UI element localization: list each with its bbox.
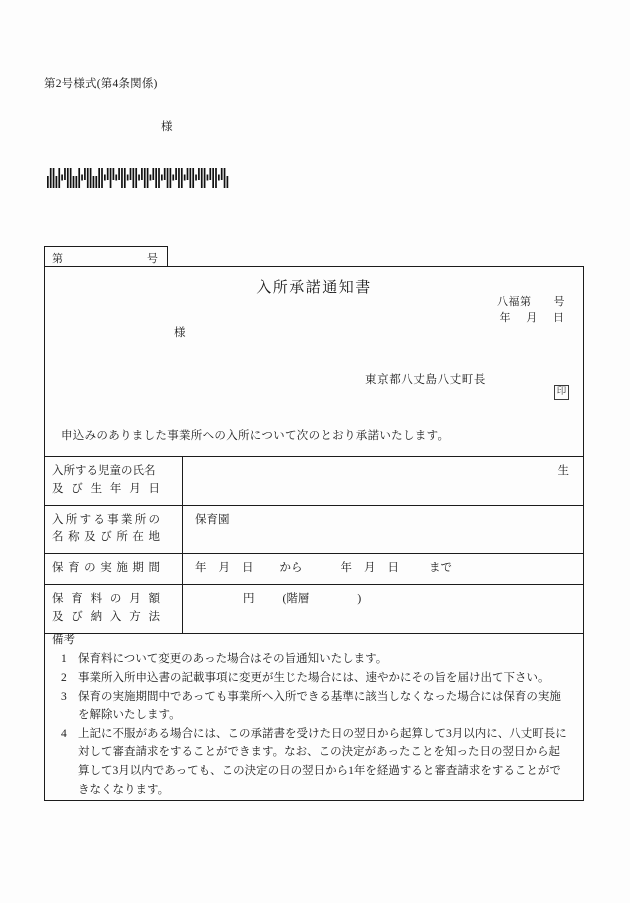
period-from (195, 562, 254, 574)
remarks-item (52, 725, 569, 800)
facility-name-value: 保育園 (195, 513, 230, 526)
remarks-item-text: 保育の実施期間中であっても事業所へ入所できる基準に該当しなくなった場合には保育の実施を解除いたします。 (78, 690, 561, 722)
row-label-line2: 及 び 納 入 方 法 (52, 611, 160, 624)
to-day: 日 (387, 562, 399, 575)
row-label-line1: 保 育 料 の 月 額 (52, 593, 160, 606)
notice-date (500, 309, 565, 325)
postal-customer-barcode-icon (47, 166, 347, 190)
from-suffix: から (279, 562, 303, 575)
lead-paragraph: 申込みのありました事業所への入所について次のとおり承諾いたします。 (61, 430, 450, 442)
remarks-item-number: 1 (61, 653, 67, 666)
row-label-line1: 入所する事業所の (52, 513, 160, 526)
remarks-item-number: 4 (61, 727, 67, 740)
notice-title: 入所承諾通知書 (256, 280, 372, 296)
remarks-item (52, 669, 569, 688)
to-year: 年 (340, 562, 352, 575)
document-number-tab (44, 246, 168, 267)
period-value (195, 560, 573, 578)
from-month: 月 (218, 562, 230, 575)
reference-prefix: 八福第 (497, 296, 532, 308)
table-row (45, 554, 583, 585)
reference-suffix: 号 (553, 296, 565, 308)
notice-reference-number (497, 293, 565, 309)
fee-tier-open: (階層 (282, 593, 310, 606)
top-addressee-honorific: 様 (161, 121, 173, 133)
date-year: 年 (499, 312, 511, 324)
row-label-facility (45, 505, 183, 554)
fee-currency: 円 (243, 593, 255, 606)
row-value-facility (183, 505, 584, 554)
table-row (45, 505, 583, 554)
seal-stamp-icon: 印 (554, 385, 569, 400)
remarks-item-number: 2 (61, 671, 67, 684)
birth-suffix-label: 生 (557, 465, 569, 477)
row-label-child-name (45, 457, 183, 506)
document-number-prefix: 第 (52, 253, 63, 265)
row-label-line2: 名 称 及 び 所 在 地 (52, 531, 160, 544)
fee-tier-close: ) (357, 593, 362, 606)
to-month: 月 (364, 562, 376, 575)
from-day: 日 (242, 562, 254, 575)
issuer-name: 東京都八丈島八丈町長 (365, 374, 486, 386)
row-label-line1: 入所する児童の氏名 (52, 465, 156, 477)
to-suffix: まで (429, 562, 452, 575)
fee-value (195, 591, 573, 609)
remarks-section (45, 628, 583, 799)
row-value-child-name (183, 457, 584, 506)
date-month: 月 (526, 312, 538, 324)
table-row (45, 457, 583, 506)
remarks-title: 備考 (52, 634, 75, 646)
form-number-label: 第2号様式(第4条関係) (44, 78, 158, 90)
remarks-list (52, 650, 569, 799)
remarks-item-text: 事業所入所申込書の記載事項に変更が生じた場合には、速やかにその旨を届け出て下さい。 (78, 671, 550, 684)
notice-details-table (45, 456, 583, 634)
notice-box (44, 266, 584, 801)
row-value-period (183, 554, 584, 585)
table-row (45, 585, 583, 634)
row-label-line1: 保 育 の 実 施 期 間 (52, 562, 160, 575)
remarks-item-text: 保育料について変更のあった場合はその旨通知いたします。 (78, 653, 388, 666)
row-value-fee (183, 585, 584, 634)
notice-addressee-honorific: 様 (174, 327, 186, 339)
row-label-period (45, 554, 183, 585)
period-to (341, 562, 400, 574)
document-number-suffix: 号 (147, 253, 158, 265)
date-day: 日 (553, 312, 564, 324)
remarks-item (52, 688, 569, 725)
row-label-line2: 及 び 生 年 月 日 (52, 482, 160, 495)
remarks-item (52, 650, 569, 669)
row-label-fee (45, 585, 183, 634)
remarks-item-number: 3 (61, 690, 67, 703)
remarks-item-text: 上記に不服がある場合には、この承諾書を受けた日の翌日から起算して3月以内に、八丈町長に対して審査請求をすることができます。なお、この決定があったことを知った日の翌日から起算して3月以内であっても、この決定の日の翌日から1年を経過すると審査請求をすることができなくなります。 (78, 727, 567, 796)
from-year: 年 (195, 562, 207, 575)
